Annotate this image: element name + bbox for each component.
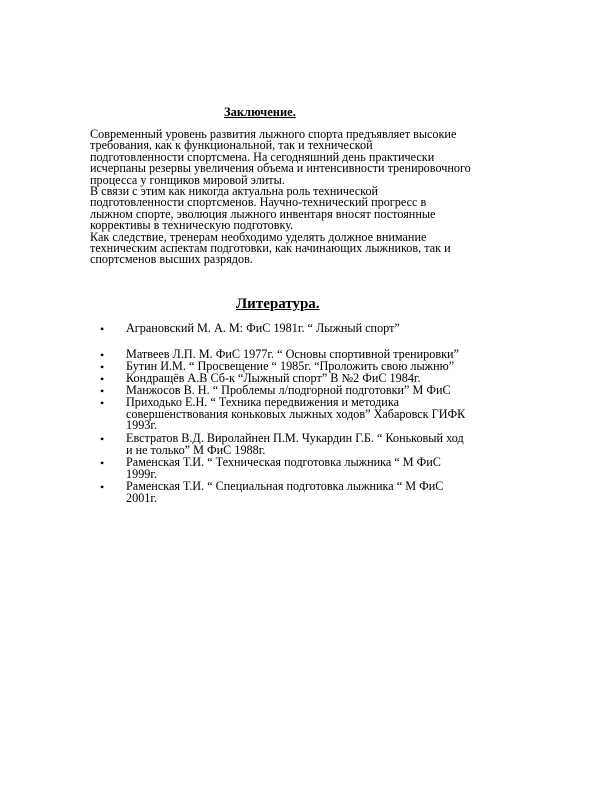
conclusion-line: процесса у гонщиков мировой элиты. [90,172,285,187]
reference-text: Бутин И.М. “ Просвещение “ 1985г. “Проложить свою лыжню” [126,359,455,373]
bullet-icon: • [100,396,105,410]
conclusion-line: исчерпаны резервы увеличения объема и интенсивности тренировочного [90,161,471,176]
reference-text: совершенствования коньковых лыжных ходов” Хабаровск ГИФК [126,406,466,421]
bullet-icon: • [100,480,105,494]
reference-text: 1999г. [126,466,158,481]
reference-item [100,323,520,335]
conclusion-line: требования, как к функциональной, так и технической [90,138,373,153]
reference-item [100,397,520,432]
conclusion-heading: Заключение. [224,105,296,119]
conclusion-line: подготовленности спортсменов. Научно-технический прогресс в [90,195,427,210]
conclusion-line: подготовленности спортсмена. На сегодняшний день практически [90,149,435,164]
conclusion-line: спортсменов высших разрядов. [90,252,253,267]
reference-text: Евстратов В.Д. Виролайнен П.М. Чукардин Г.Б. “ Коньковый ход [126,431,464,445]
reference-text: Матвеев Л.П. М. ФиС 1977г. “ Основы спортивной тренировки” [126,347,459,361]
reference-text: Раменская Т.И. “ Техническая подготовка лыжника “ М ФиС [126,455,441,469]
bullet-icon: • [100,384,105,398]
reference-text: и не только” М ФиС 1988г. [126,442,266,457]
reference-item [100,481,520,504]
conclusion-line: В связи с этим как никогда актуальна роль технической [90,184,379,199]
bullet-icon: • [100,348,105,362]
literature-heading: Литература. [236,296,320,312]
reference-text: 2001г. [126,490,158,505]
conclusion-paragraph [90,129,530,266]
reference-text: Манжосов В. Н. “ Проблемы л/подгорной подготовки” М ФиС [126,383,451,397]
reference-item [100,457,520,480]
bullet-icon: • [100,360,105,374]
reference-text: Раменская Т.И. “ Специальная подготовка лыжника “ М ФиС [126,479,444,493]
reference-item [100,433,520,456]
bullet-icon: • [100,456,105,470]
reference-text: Приходько Е.Н. “ Техника передвижения и методика [126,395,399,409]
reference-text: Кондращёв А.В Сб-к “Лыжный спорт” В №2 ФиС 1984г. [126,371,421,385]
conclusion-line: Как следствие, тренерам необходимо уделять должное внимание [90,229,427,244]
bullet-icon: • [100,372,105,386]
bullet-icon: • [100,322,105,336]
conclusion-line: Современный уровень развития лыжного спорта предъявляет высокие [90,127,457,141]
conclusion-line: лыжном спорте, эволюция лыжного инвентаря вносят постоянные [90,206,436,221]
conclusion-line: коррективы в техническую подготовку. [90,218,294,233]
bullet-icon: • [100,432,105,446]
conclusion-line: техническим аспектам подготовки, как начинающих лыжников, так и [90,241,451,256]
reference-text: Аграновский М. А. М: ФиС 1981г. “ Лыжный спорт” [126,321,400,335]
reference-text: 1993г. [126,418,158,433]
